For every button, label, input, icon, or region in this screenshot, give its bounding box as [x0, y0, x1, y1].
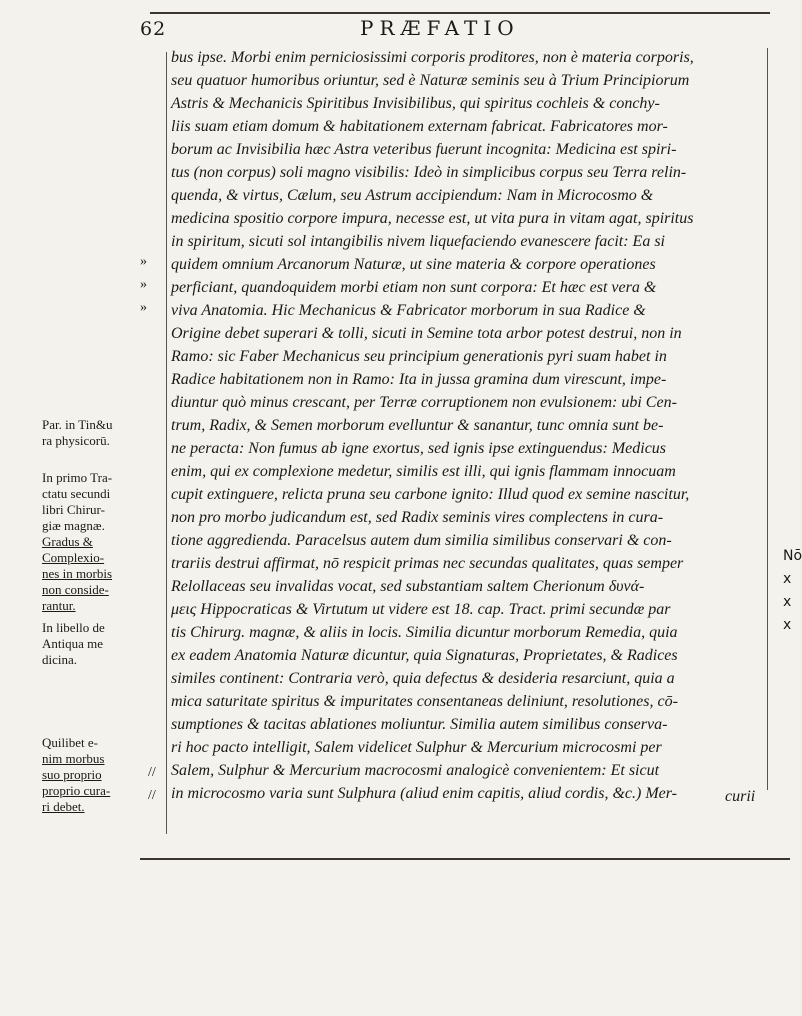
margin-note-chirurgia: [42, 470, 166, 614]
body-line: tis Chirurg. magnæ, & aliis in locis. Similia dicuntur morborum Remedia, quia: [171, 624, 678, 641]
text-frame-left: [166, 52, 167, 834]
body-line: non pro morbo judicandum est, sed Radix seminis vires complectens in cura-: [171, 509, 664, 526]
margin-note-line: Complexio-: [42, 550, 105, 565]
body-line: sumptiones & tacitas ablationes moliuntur. Similia autem similibus conserva-: [171, 716, 668, 733]
margin-note-line: nim morbus: [42, 751, 105, 766]
margin-note-line: ctatu secundi: [42, 486, 111, 501]
text-frame-right: [767, 48, 768, 790]
body-line: similes continent: Contraria verò, quia defectus & desideria resarciunt, quia a: [171, 670, 675, 687]
margin-note-line: proprio cura-: [42, 783, 111, 798]
body-line: Radice habitationem non in Ramo: Ita in jussa gramina dum virescunt, impe-: [171, 371, 667, 388]
quote-mark: »: [140, 254, 147, 269]
right-margin-mark: x: [783, 571, 792, 587]
body-line: tione aggredienda. Paracelsus autem dum similia similibus conservari & con-: [171, 532, 672, 549]
margin-note-line: rantur.: [42, 598, 76, 613]
body-line: Origine debet superari & tolli, sicuti in Semine tota arbor potest destrui, non in: [171, 325, 682, 342]
right-margin-mark: Nō: [783, 548, 802, 564]
body-line: in microcosmo varia sunt Sulphura (aliud enim capitis, aliud cordis, &c.) Mer-: [171, 785, 677, 802]
margin-note-line: In primo Tra-: [42, 470, 113, 485]
body-line: ex eadem Anatomia Naturæ dicuntur, quia Signaturas, Proprietates, & Radices: [171, 647, 678, 664]
right-margin-mark: x: [783, 617, 792, 633]
body-line: seu quatuor humoribus oriuntur, sed è Naturæ seminis seu à Trium Principiorum: [171, 72, 690, 89]
quote-mark: »: [140, 277, 147, 292]
body-line: Salem, Sulphur & Mercurium macrocosmi analogicè convenientem: Et sicut: [171, 762, 660, 779]
body-line: viva Anatomia. Hic Mechanicus & Fabricator morborum in sua Radice &: [171, 302, 646, 319]
body-line: tus (non corpus) soli magno visibilis: Ideò in simplicibus corpus seu Terra relin-: [171, 164, 687, 181]
margin-note-line: suo proprio: [42, 767, 102, 782]
margin-note-medicina: [42, 620, 166, 668]
margin-note-line: Gradus &: [42, 534, 93, 549]
quote-mark: »: [140, 300, 147, 315]
body-line: medicina spositio corpore impura, necesse est, ut vita pura in vitam agat, spiritus: [171, 210, 694, 227]
margin-note-line: Antiqua me: [42, 636, 104, 651]
body-text: [171, 46, 765, 805]
margin-note-line: Par. in Tin&u: [42, 417, 113, 432]
quote-mark: //: [148, 788, 156, 803]
page-number: 62: [140, 18, 167, 40]
top-rule: [150, 12, 770, 14]
body-line: liis suam etiam domum & habitationem externam fabricat. Fabricatores mor-: [171, 118, 668, 135]
margin-note-line: In libello de: [42, 620, 105, 635]
body-line: quenda, & virtus, Cælum, seu Astrum accipiendum: Nam in Microcosmo &: [171, 187, 654, 204]
margin-note-line: dicina.: [42, 652, 78, 667]
body-line: perficiant, quandoquidem morbi etiam non sunt corpora: Et hæc est vera &: [171, 279, 657, 296]
catchword: curii: [725, 788, 756, 805]
body-line: bus ipse. Morbi enim perniciosissimi corporis proditores, non è materia corporis,: [171, 49, 694, 66]
body-line: Astris & Mechanicis Spiritibus Invisibilibus, qui spiritus cochleis & conchy-: [171, 95, 660, 112]
margin-note-line: ri debet.: [42, 799, 85, 814]
margin-note-line: Quilibet e-: [42, 735, 98, 750]
body-line: borum ac Invisibilia hæc Astra veteribus fuerunt incognita: Medicina est spiri-: [171, 141, 677, 158]
margin-note-paracelsus: [42, 417, 166, 449]
body-line: diuntur quò minus crescant, per Terræ corruptionem non evulsionem: ubi Cen-: [171, 394, 677, 411]
running-head: PRÆFATIO: [360, 16, 520, 40]
margin-note-line: ra physicorū.: [42, 433, 110, 448]
body-line: ne peracta: Non fumus ab igne exortus, sed ignis ipse extinguendus: Medicus: [171, 440, 667, 457]
body-line: μεις Hippocraticas & Virtutum ut videre est 18. cap. Tract. primi secundæ par: [171, 601, 671, 618]
body-line: enim, qui ex complexione medetur, similis est illi, qui ignis flammam innocuam: [171, 463, 676, 480]
body-line: mica saturitate spiritus & impuritates consentaneas deliniunt, resolutiones, cō-: [171, 693, 678, 710]
body-line: ri hoc pacto intelligit, Salem videlicet Sulphur & Mercurium microcosmi per: [171, 739, 662, 756]
body-line: cupit extinguere, relicta pruna seu carbone ignito: Illud quod ex semine nascitur,: [171, 486, 690, 503]
body-line: in spiritum, sicuti sol intangibilis nivem liquefaciendo evanescere facit: Ea si: [171, 233, 665, 250]
bottom-rule: [140, 858, 790, 860]
body-line: Relollaceas seu invalidas vocat, sed substantiam saltem Cherionum δυνά-: [171, 578, 645, 595]
body-line: quidem omnium Arcanorum Naturæ, ut sine materia & corpore operationes: [171, 256, 656, 273]
body-line: trariis destrui affirmat, nō respicit primas nec secundas qualitates, quas semper: [171, 555, 684, 572]
right-margin-mark: x: [783, 594, 792, 610]
body-line: trum, Radix, & Semen morborum evelluntur & sanantur, tunc omnia sunt be-: [171, 417, 664, 434]
margin-note-line: nes in morbis: [42, 566, 113, 581]
margin-note-line: non conside-: [42, 582, 109, 597]
margin-note-line: giæ magnæ.: [42, 518, 105, 533]
body-line: Ramo: sic Faber Mechanicus seu principium generationis pyri suam habet in: [171, 348, 667, 365]
margin-note-line: libri Chirur-: [42, 502, 105, 517]
quote-mark: //: [148, 765, 156, 780]
